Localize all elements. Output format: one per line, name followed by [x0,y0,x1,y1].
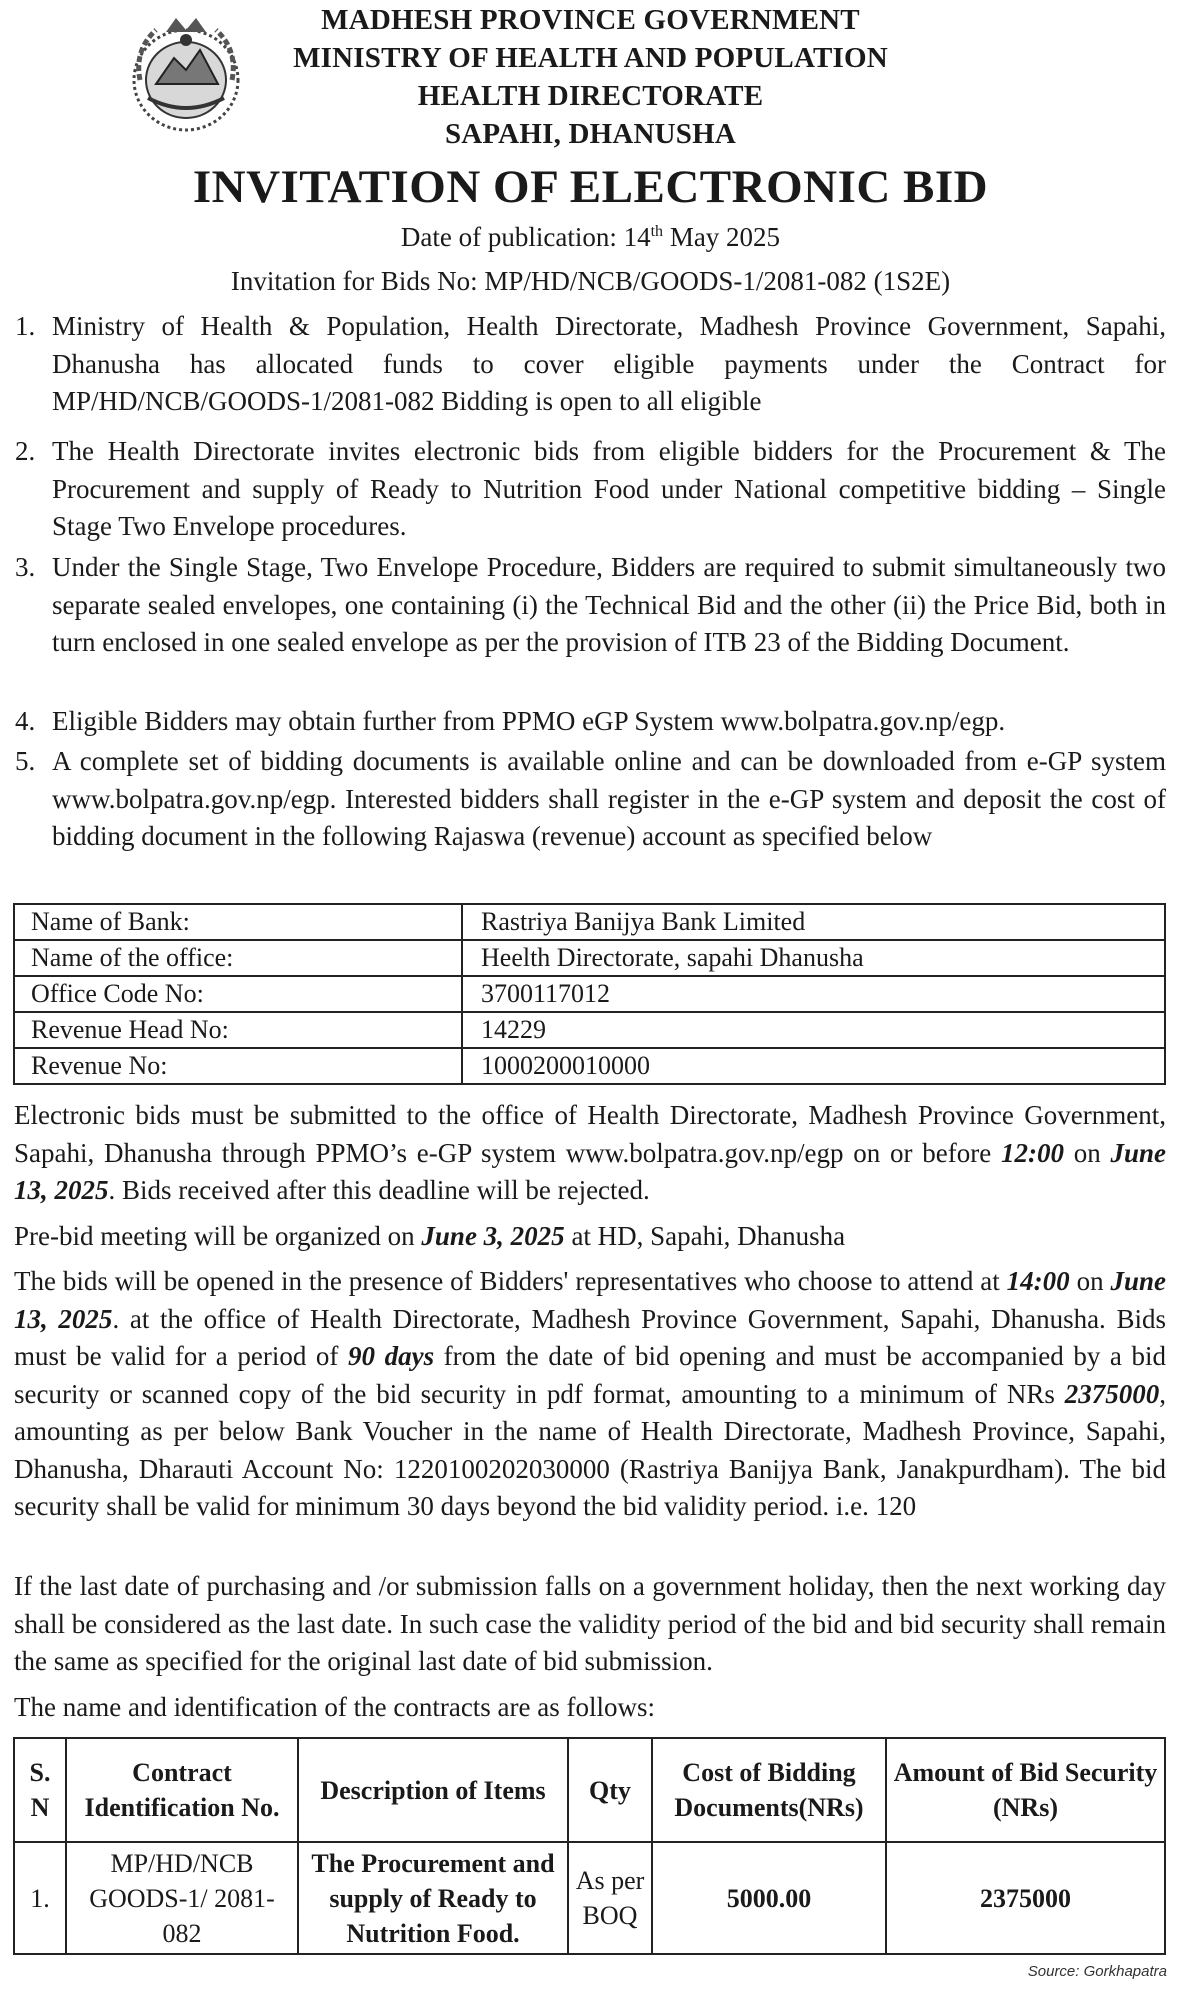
header-directorate: HEALTH DIRECTORATE [417,80,764,112]
table-row: 1. MP/HD/NCB GOODS-1/ 2081-082 The Procurement and supply of Ready to Nutrition Food. As per BOQ 5000.00 2375000 [14,1842,1165,1954]
holiday-paragraph: If the last date of purchasing and /or submission falls on a government holiday, then the next working day shall be considered as the last date. In such case the validity period of the bid and bid security shall remain the same as specified for the original last date of bid submission. [14,1571,1166,1676]
table-row: Revenue No: 1000200010000 [14,1048,1165,1084]
list-item: 4. Eligible Bidders may obtain further from PPMO eGP System www.bolpatra.gov.np/egp. [15,706,1006,736]
contract-table [13,1737,1166,1955]
header-province: MADHESH PROVINCE GOVERNMENT [321,4,860,36]
table-header-row [14,1738,1165,1842]
table-row: Revenue Head No: 14229 [14,1012,1165,1048]
prebid-paragraph: Pre-bid meeting will be organized on June 3, 2025 at HD, Sapahi, Dhanusha [14,1221,846,1251]
column-header: Amount of Bid Security (NRs) [886,1738,1165,1842]
table-row: Name of the office: Heelth Directorate, sapahi Dhanusha [14,940,1165,976]
column-header: Qty [568,1738,652,1842]
source-credit: Source: Gorkhapatra [1027,1963,1167,1980]
opening-paragraph: The bids will be opened in the presence of Bidders' representatives who choose to attend at 14:00 on June 13, 2025. at the office of Health Directorate, Madhesh Province Government, Sapahi, Dhanusha. Bids must be valid for a period of 90 days from the date of bid opening and must be accompanied by a bid security or scanned copy of the bid security in pdf format, amounting to a minimum of NRs 2375000, amounting as per below Bank Voucher in the name of Health Directorate, Madhesh Province, Sapahi, Dhanusha, Dharauti Account No: 1220100202030000 (Rastriya Banijya Bank, Janakpurdham). The bid security shall be valid for minimum 30 days beyond the bid validity period. i.e. 120 [14,1266,1167,1521]
publication-date: Date of publication: 14th May 2025 [400,222,781,252]
contracts-intro: The name and identification of the contracts are as follows: [14,1692,656,1722]
table-row: Name of Bank: Rastriya Banijya Bank Limited [14,904,1165,940]
table-row: Office Code No: 3700117012 [14,976,1165,1012]
list-item: 2. The Health Directorate invites electronic bids from eligible bidders for the Procurement & The Procurement and supply of Ready to Nutrition Food under National competitive bidding – Single Stage Two Envelope procedures. [15,436,1166,541]
list-item: 5. A complete set of bidding documents is available online and can be downloaded from e-GP system www.bolpatra.gov.np/egp. Interested bidders shall register in the e-GP system and deposit the cost of bidding document in the following Rajaswa (revenue) account as specified below [15,746,1166,851]
header-ministry: MINISTRY OF HEALTH AND POPULATION [293,42,888,74]
list-item: 3. Under the Single Stage, Two Envelope Procedure, Bidders are required to submit simultaneously two separate sealed envelopes, one containing (i) the Technical Bid and the other (ii) the Price Bid, both in turn enclosed in one sealed envelope as per the provision of ITB 23 of the Bidding Document. [15,552,1166,657]
list-item: 1. Ministry of Health & Population, Health Directorate, Madhesh Province Government, Sapahi, Dhanusha has allocated funds to cover eligible payments under the Contract for MP/HD/NCB/GOODS-1/2081-082 Bidding is open to all eligible [15,311,1166,416]
column-header: S. N [14,1738,66,1842]
header-location: SAPAHI, DHANUSHA [444,118,737,150]
bank-details-table [13,903,1166,1085]
invitation-number: Invitation for Bids No: MP/HD/NCB/GOODS-1/2081-082 (1S2E) [230,266,951,296]
page-title: INVITATION OF ELECTRONIC BID [192,161,989,213]
column-header: Contract Identification No. [66,1738,298,1842]
column-header: Cost of Bidding Documents(NRs) [652,1738,886,1842]
column-header: Description of Items [298,1738,568,1842]
submission-paragraph: Electronic bids must be submitted to the office of Health Directorate, Madhesh Province Government, Sapahi, Dhanusha through PPMO’s e-GP system www.bolpatra.gov.np/egp on or before 12:00 on June 13, 2025. Bids received after this deadline will be rejected. [14,1100,1166,1205]
